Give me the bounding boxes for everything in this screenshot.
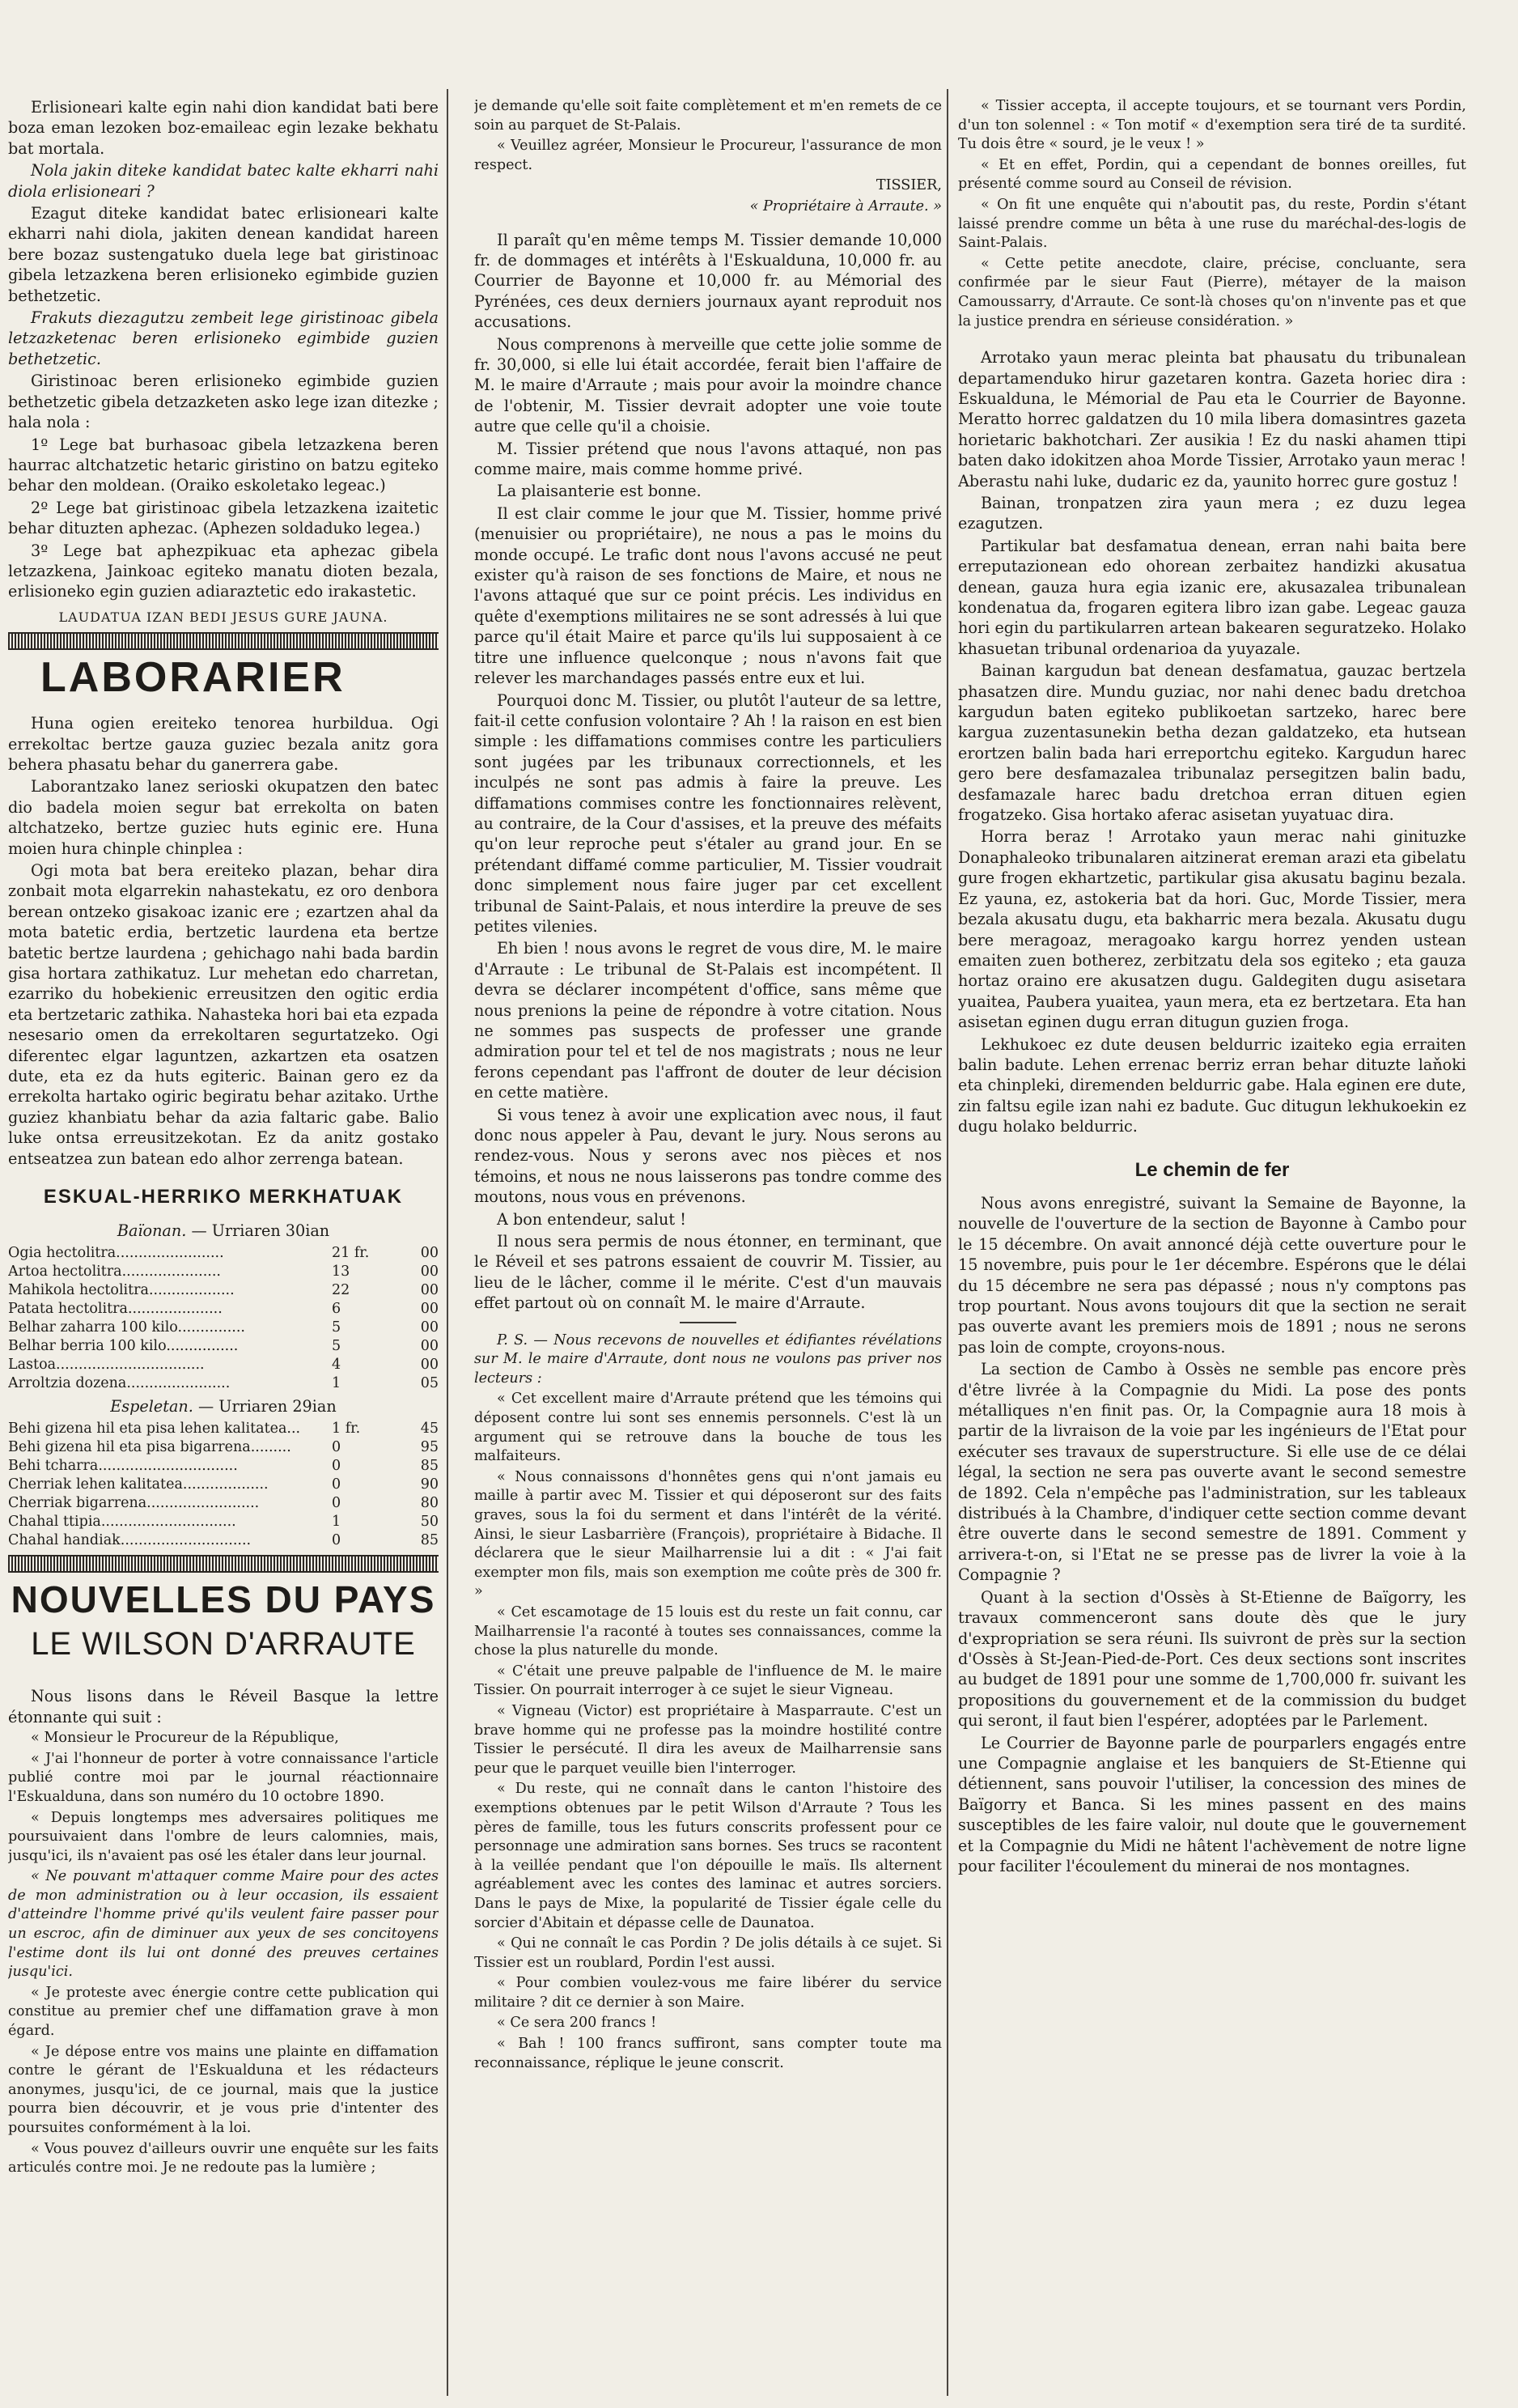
paragraph: Nola jakin diteke kandidat batec kalte ekharri nahi diola erlisioneari ? bbox=[8, 161, 439, 201]
spacer bbox=[958, 333, 1466, 347]
market-item: Behi gizena hil eta pisa bigarrena......... bbox=[8, 1439, 291, 1456]
market-cents: 05 bbox=[420, 1374, 439, 1391]
market-row bbox=[8, 1513, 439, 1531]
market-price: 6 bbox=[332, 1300, 341, 1317]
market-cents: 85 bbox=[420, 1458, 439, 1475]
paragraph: 1º Lege bat burhasoac gibela letzazkena beren haurrac altchatzetic hetaric giristino on batzu egiteko behar den moldean. (Oraiko eskoletako legeac.) bbox=[8, 435, 439, 495]
paragraph: Laborantzako lanez serioski okupatzen den batec dio badela moien segur bat errekolta on baten altchatzeko, bertze guziec huts eginic ere. Huna moien hura chinple chinplea : bbox=[8, 777, 439, 858]
market-item: Chahal ttipia.............................. bbox=[8, 1514, 236, 1531]
market-table-bayonne bbox=[8, 1221, 439, 1393]
spacer bbox=[474, 219, 942, 230]
paragraph: P. S. — Nous recevons de nouvelles et édifiantes révélations sur M. le maire d'Arraute, dont nous ne voulons pas priver nos lecteurs : bbox=[474, 1331, 942, 1387]
paragraph: « Vigneau (Victor) est propriétaire à Masparraute. C'est un brave homme qui ne professe pas la moindre hostilité contre Tissier le persécuté. Il dira les aveux de Mailharrensie sans peur que le parquet veuille bien l'interroger. bbox=[474, 1702, 942, 1777]
ornamental-banner bbox=[8, 1555, 439, 1573]
editorial-response bbox=[474, 230, 942, 1314]
paragraph: Nous avons enregistré, suivant la Semaine de Bayonne, la nouvelle de l'ouverture de la section de Bayonne à Cambo pour le 15 décembre. On avait annoncé déjà cette ouverture pour le 15 novembre, puis pour le 1er décembre. Espérons que le délai du 15 décembre ne sera pas dépassé ; nous n'y comptons pas trop pourtant. Nous avons toujours dit que la section ne serait pas ouverte avant les premiers mois de 1891 ; nous ne serons pas loin de compte, croyons-nous. bbox=[958, 1193, 1466, 1357]
market-subheading bbox=[8, 1396, 439, 1416]
market-row bbox=[8, 1374, 439, 1393]
paragraph: Le Courrier de Bayonne parle de pourparlers engagés entre une Compagnie anglaise et les banquiers de St-Etienne qui détiennent, sans pouvoir l'utiliser, la concession des mines de Baïgorry et Banca. Si les mines passent en des mains susceptibles de les faire valoir, nul doute que le gouvernement et la Compagnie du Midi ne hâtent l'achèvement de notre ligne pour faciliter l'écoulement du minerai de nos montagnes. bbox=[958, 1733, 1466, 1875]
laborarier-section bbox=[8, 713, 439, 1169]
market-cents: 00 bbox=[420, 1263, 439, 1280]
chemin-de-fer-section bbox=[958, 1193, 1466, 1876]
paragraph: Bainan, tronpatzen zira yaun mera ; ez duzu legea ezagutzen. bbox=[958, 493, 1466, 533]
market-cents: 45 bbox=[420, 1421, 439, 1438]
tissier-letter-end bbox=[474, 97, 942, 217]
market-cents: 90 bbox=[420, 1476, 439, 1493]
market-cents: 00 bbox=[420, 1337, 439, 1354]
wilson-heading: LE WILSON D'ARRAUTE bbox=[31, 1626, 416, 1663]
paragraph: Pourquoi donc M. Tissier, ou plutôt l'auteur de sa lettre, fait-il cette confusion volontaire ? Ah ! la raison en est bien simple : les diffamations commises contre les particuliers sont jugées par les tribunaux correctionnels, et les inculpés ne sont pas admis à faire la preuve. Les diffamations commises contre les fonctionnaires relèvent, au contraire, de la Cour d'assises, et la preuve des méfaits qu'on leur reproche peut s'étaler au grand jour. En se prétendant diffamé comme particulier, M. Tissier voudrait donc simplement nous faire juger par cet excellent tribunal de Saint-Palais, et nous interdire la preuve de ses petites vilenies. bbox=[474, 690, 942, 936]
market-price: 21 fr. bbox=[332, 1244, 370, 1261]
market-table-espelette bbox=[8, 1396, 439, 1550]
paragraph: « Qui ne connaît le cas Pordin ? De jolis détails à ce sujet. Si Tissier est un roublard, Pordin l'est aussi. bbox=[474, 1935, 942, 1971]
column-left bbox=[8, 97, 439, 2388]
market-item: Belhar berria 100 kilo................ bbox=[8, 1337, 239, 1354]
paragraph: La section de Cambo à Ossès ne semble pas encore près d'être livrée à la Compagnie du Midi. La pose des ponts métalliques n'en finit pas. Or, la Compagnie aura 18 mois à partir de la livraison de la voie par les ingénieurs de l'Etat pour exécuter ses travaux de superstructure. Si elle use de ce délai légal, la section ne sera pas ouverte avant le second semestre de 1892. Cela n'empêche pas l'administration, sur les tableaux distribués à la Chambre, d'indiquer cette section comme devant être ouverte dans le second semestre de 1891. Comment y arrivera-t-on, si l'Etat ne se presse pas de livrer la voie à la Compagnie ? bbox=[958, 1360, 1466, 1585]
paragraph: Horra beraz ! Arrotako yaun merac nahi ginituzke Donaphaleoko tribunalaren aitzinerat ereman arazi eta gibelatu gure frogen ekhartzetic, partikular gisa akusatu baginu bezala. Ez yauna, ez, astokeria bat da hori. Guc, Morde Tissier, mera bezala akusatu dugu, eta bakharric mera bezala. Akusatu dugu bere meragoaz, meragoako kargu horrez yenden ustean emaiten zuen botherez, zerbitzatu dela sos egiteko ; eta gauza hortaz oraino ere akusatzen dugu. Galdegiten dugu asisetara yuaitea, Paubera yuaitea, yaun mera, eta ez bertzetara. Eta han asisetan eginen dugu erran ditugun guzien froga. bbox=[958, 827, 1466, 1032]
market-price: 1 bbox=[332, 1374, 341, 1391]
market-price: 0 bbox=[332, 1458, 341, 1475]
paragraph: Huna ogien ereiteko tenorea hurbildua. Ogi errekoltac bertze gauza guziec bezala anitz gora behera phasatu behar du ganerrera gabe. bbox=[8, 714, 439, 774]
market-item: Chahal handiak............................. bbox=[8, 1532, 252, 1549]
paragraph: « Je proteste avec énergie contre cette publication qui constitue au premier chef une diffamation grave à mon égard. bbox=[8, 1984, 439, 2040]
column-rule-right bbox=[947, 89, 948, 2396]
market-item: Cherriak bigarrena......................... bbox=[8, 1495, 260, 1512]
paragraph: Nous comprenons à merveille que cette jolie somme de fr. 30,000, si elle lui était accordée, ferait bien l'affaire de M. le maire d'Arraute ; mais pour avoir la moindre chance de l'obtenir, M. Tissier devrait adopter une voie toute autre que celle qu'il a choisie. bbox=[474, 334, 942, 436]
paragraph: « Tissier accepta, il accepte toujours, et se tournant vers Pordin, d'un ton solennel : « Ton motif « d'exemption sera tiré de ta surdité. Tu dois être « sourd, je le veux ! » bbox=[958, 98, 1466, 153]
market-rows bbox=[8, 1244, 439, 1393]
basque-catechism-section bbox=[8, 97, 439, 627]
letter-signer: TISSIER, bbox=[876, 177, 942, 194]
paragraph: Quant à la section d'Ossès à St-Etienne de Baïgorry, les travaux commenceront sans doute dès que le jury d'expropriation se sera réuni. Ils suivront de près sur la section d'Ossès à St-Jean-Pied-de-Port. Ces deux sections sont inscrites au budget de 1891 pour une somme de 1,700,000 fr. suivant les propositions du gouvernement et de la commission du budget qui seront, il faut bien l'espérer, adoptées par le Parlement. bbox=[958, 1587, 1466, 1731]
column-rule-left bbox=[447, 89, 448, 2396]
postscript-end bbox=[958, 97, 1466, 331]
market-row bbox=[8, 1319, 439, 1337]
paragraph: « J'ai l'honneur de porter à votre connaissance l'article publié contre moi par le journal réactionnaire l'Eskualduna, dans son numéro du 10 octobre 1890. bbox=[8, 1750, 439, 1805]
paragraph: Il nous sera permis de nous étonner, en terminant, que le Réveil et ses patrons essaient de couvrir M. Tissier, au lieu de le lâcher, comme il le mérite. C'est d'un mauvais effet partout où on connaît M. le maire d'Arraute. bbox=[474, 1232, 942, 1313]
market-price: 22 bbox=[332, 1281, 350, 1298]
paragraph: Eh bien ! nous avons le regret de vous dire, M. le maire d'Arraute : Le tribunal de St-Palais est incompétent. Il devra se déclarer incompétent d'office, sans même que nous prenions la peine de répondre à votre citation. Nous ne sommes pas suspects de professer une grande admiration pour tel et tel de nos magistrats ; nous ne leur ferons cependant pas l'affront de douter de leur décision en cette matière. bbox=[474, 939, 942, 1102]
paragraph: « Ce sera 200 francs ! bbox=[497, 2015, 657, 2032]
paragraph: Si vous tenez à avoir une explication avec nous, il faut donc nous appeler à Pau, devant le jury. Nous serons au rendez-vous. Nous y serons avec nos pièces et nos témoins, et nous ne nous laisserons pas tondre comme des moutons, nous vous en prévenons. bbox=[474, 1105, 942, 1207]
market-price: 5 bbox=[332, 1337, 341, 1354]
paragraph: Giristinoac beren erlisioneko egimbide guzien bethetzetic gibela detzazketen asko lege izan ditezke ; hala nola : bbox=[8, 372, 439, 432]
market-row bbox=[8, 1457, 439, 1476]
paragraph: Ezagut diteke kandidat batec erlisioneari kalte ekharri nahi diola, jakiten denean kandidat hareen bere bozaz sustengatuko duela lege bat giristinoac gibela letzazkena beren erlisioneko egimbide guzien bethetzetic. bbox=[8, 204, 439, 305]
ornamental-banner bbox=[8, 632, 439, 650]
paragraph: Ogi mota bat bera ereiteko plazan, behar dira zonbait mota elgarrekin nahastekatu, ez oro denbora berean ontzeko gisakoac izanic ere ; ezartzen ahal da mota batetic erdia, bertzetic laurdena eta bertze batetic bertze laurdena ; gehichago nahi bada bardin gisa hortara zathikatuz. Lur mehetan edo charretan, ezarriko du hobekienic erreusitzen den ogitic erdia eta bertzetaric zathika. Nahasteka hori bai eta ezpada nesesario omen da errekoltaren segurtatzeko. Ogi diferentec elgar laguntzen, azkartzen eta osatzen dute, eta ez da huts egiteric. Bainan gero ez da errekolta hartako ogiric begiratu behar azitako. Urthe guziez khanbiatu behar da azia faltaric gabe. Balio luke ontsa erreusitzekotan. Ez da anitz gostako entseatzea zun batean edo alhor zerrenga batean. bbox=[8, 861, 439, 1168]
market-cents: 80 bbox=[420, 1495, 439, 1512]
market-heading: ESKUAL-HERRIKO MERKHATUAK bbox=[43, 1186, 404, 1208]
paragraph: « Cette petite anecdote, claire, précise, concluante, sera confirmée par le sieur Faut (Pierre), métayer de la maison Camoussarry, d'Arraute. Ce sont-là choses qu'on n'invente pas et que la justice prendra en sérieuse considération. » bbox=[958, 255, 1466, 329]
market-row bbox=[8, 1300, 439, 1319]
market-row bbox=[8, 1438, 439, 1457]
letter-signer-role: « Propriétaire à Arraute. » bbox=[749, 197, 942, 214]
market-place: Baïonan. bbox=[117, 1221, 187, 1240]
divider bbox=[680, 1322, 736, 1323]
market-item: Patata hectolitra..................... bbox=[8, 1300, 223, 1317]
market-price: 5 bbox=[332, 1319, 341, 1336]
paragraph: Partikular bat desfamatua denean, erran nahi baita bere erreputazionean edo ohorean zerbaitez handizki akusatua denean, gauza hura egia izanic ere, akusazalea tribunalean kondenatua da, frogaren egitera libro izan gabe. Legeac gauza hori egin du partikularren artean bakearen seguratzeko. Holako khasuetan tribunal ordenarioa da yuyazale. bbox=[958, 536, 1466, 658]
tissier-letter bbox=[8, 1729, 439, 2178]
market-row bbox=[8, 1420, 439, 1438]
paragraph: Lekhukoec ez dute deusen beldurric izaiteko egia erraiten balin badute. Lehen errenac berriz erran behar dituzte laňoki eta chinpleki, diremenden beldurric gabe. Hala eginen ere dute, zin faltsu egile izan nahi ez badute. Guc ditugun lekhukoekin ez dugu holako beldurric. bbox=[958, 1034, 1466, 1136]
market-cents: 00 bbox=[420, 1319, 439, 1336]
market-row bbox=[8, 1356, 439, 1374]
paragraph: Il est clair comme le jour que M. Tissier, homme privé (menuisier ou propriétaire), ne nous a pas le moins du monde occupé. Le trafic dont nous l'avons accusé ne peut exister qu'à raison de ses fonctions de Maire, et nous ne l'avons attaqué que sur ce point précis. Les individus en quête d'exemptions militaires ne se sont adressés à lui que parce qu'il était Maire et parce qu'ils lui supposaient à ce titre une influence quelconque ; nous n'avons fait que relever les marchandages passés entre eux et lui. bbox=[474, 503, 942, 688]
market-rows bbox=[8, 1420, 439, 1550]
nouvelles-heading: NOUVELLES DU PAYS bbox=[11, 1578, 436, 1621]
paragraph: 2º Lege bat giristinoac gibela letzazkena izaitetic behar dituzten aphezac. (Aphezen soldaduko legea.) bbox=[8, 498, 439, 538]
market-row bbox=[8, 1531, 439, 1550]
market-price: 1 fr. bbox=[332, 1421, 361, 1438]
paragraph: « Bah ! 100 francs suffiront, sans compter toute ma reconnaissance, réplique le jeune conscrit. bbox=[474, 2036, 942, 2071]
paragraph: « On fit une enquête qui n'aboutit pas, du reste, Pordin s'étant laissé prendre comme un bêta à une ruse du maréchal-des-logis de Saint-Palais. bbox=[958, 196, 1466, 252]
paragraph: « Pour combien voulez-vous me faire libérer du service militaire ? dit ce dernier à son Maire. bbox=[474, 1975, 942, 2011]
paragraph: Nous lisons dans le Réveil Basque la lettre étonnante qui suit : bbox=[8, 1687, 439, 1726]
paragraph: Arrotako yaun merac pleinta bat phausatu du tribunalean departamenduko hirur gazetaren kontra. Gazeta horiec dira : Eskualduna, le Mémorial de Pau eta le Courrier de Bayonne. Meratto horrec galdatzen du 10 mila libera domasintres gazeta horietaric bakhotchari. Zer ausikia ! Ez du naski ahamen ttipi baten dako idokitzen ahoa Morde Tissier, Arrotako yaun merac ! Aberastu nahi luke, dudaric ez da, yaunito horrec gure gostuz ! bbox=[958, 348, 1466, 491]
market-row bbox=[8, 1337, 439, 1356]
paragraph: « Veuillez agréer, Monsieur le Procureur, l'assurance de mon respect. bbox=[474, 138, 942, 173]
market-cents: 85 bbox=[420, 1532, 439, 1549]
market-item: Arroltzia dozena....................... bbox=[8, 1374, 231, 1391]
market-price: 0 bbox=[332, 1495, 341, 1512]
paragraph: « Ne pouvant m'attaquer comme Maire pour des actes de mon administration ou à leur occasion, ils essaient d'atteindre l'homme privé qu'ils veulent faire passer pour un escroc, afin de diminuer aux yeux de ses concitoyens l'estime dont ils lui ont donné des preuves certaines jusqu'ici. bbox=[8, 1868, 439, 1981]
column-right bbox=[958, 97, 1466, 2388]
paragraph: « Depuis longtemps mes adversaires politiques me poursuivaient dans l'ombre de leurs calomnies, mais, jusqu'ici, ils n'avaient pas osé les étaler dans leur journal. bbox=[8, 1809, 439, 1864]
market-item: Cherriak lehen kalitatea................... bbox=[8, 1476, 269, 1493]
paragraph: Bainan kargudun bat denean desfamatua, gauzac bertzela phasatzen dire. Mundu guziac, nor nahi denec badu dretchoa kargudun baten egiteko publikoetan sartzeko, harec bere kargua zuzentasunekin betha dezan galdatzeko, eta hutsean erortzen balin bada hari erreportchu egiteko. Kargudun harec gero bere desfamazalea tribunalaz persegitzen balin badu, desfamazale harec badu dretchoa erran dituen egien frogatzeko. Gisa hortako aferac asisetan yuyatuac dira. bbox=[958, 661, 1466, 825]
market-cents: 95 bbox=[420, 1439, 439, 1456]
market-cents: 00 bbox=[420, 1281, 439, 1298]
paragraph: « Du reste, qui ne connaît dans le canton l'histoire des exemptions obtenues par le petit Wilson d'Arraute ? Tous les pères de famille, tous les futurs conscrits professent pour ce personnage une admiration sans bornes. Ses trucs se racontent à la veillée pendant que l'on dépouille le maïs. Ils alternent agréablement avec les contes des laminac et autres sorciers. Dans le pays de Mixe, la popularité de Tissier égale celle du sorcier d'Abitain et dépasse celle de Daunatoa. bbox=[474, 1781, 942, 1931]
market-date: — Urriaren 29ian bbox=[197, 1396, 337, 1416]
paragraph: Frakuts diezagutzu zembeit lege giristinoac gibela letzazketenac beren erlisioneko egimbide guzien bethetzetic. bbox=[8, 308, 439, 368]
market-row bbox=[8, 1244, 439, 1263]
market-subheading bbox=[8, 1221, 439, 1241]
market-item: Behi tcharra............................... bbox=[8, 1458, 238, 1475]
market-date: — Urriaren 30ian bbox=[191, 1221, 330, 1240]
paragraph: 3º Lege bat aphezpikuac eta aphezac gibela letzazkena, Jainkoac egiteko manatu dioten bezala, erlisioneko egin guzien adiaraztetic edo irakastetic. bbox=[8, 541, 439, 601]
chemin-de-fer-heading: Le chemin de fer bbox=[1134, 1158, 1290, 1181]
paragraph: Il paraît qu'en même temps M. Tissier demande 10,000 fr. de dommages et intérêts à l'Eskualduna, 10,000 fr. au Courrier de Bayonne et 10,000 fr. au Mémorial des Pyrénées, ces deux derniers journaux ayant reproduit nos accusations. bbox=[474, 230, 942, 332]
paragraph: « Et en effet, Pordin, qui a cependant de bonnes oreilles, fut présenté comme sourd au Conseil de révision. bbox=[958, 156, 1466, 193]
market-place: Espeletan. bbox=[110, 1396, 193, 1416]
paragraph: « Je dépose entre vos mains une plainte en diffamation contre le gérant de l'Eskualduna et les rédacteurs anonymes, jusqu'ici, de ce journal, mais que la justice pourra bien découvrir, et je vous prie d'intenter des poursuites conformément à la loi. bbox=[8, 2043, 439, 2136]
paragraph: « Cet escamotage de 15 louis est du reste un fait connu, car Mailharrensie l'a raconté à toutes ses connaissances, comme la chose la plus naturelle du monde. bbox=[474, 1604, 942, 1659]
market-price: 0 bbox=[332, 1476, 341, 1493]
market-price: 4 bbox=[332, 1356, 341, 1373]
market-item: Lastoa................................. bbox=[8, 1356, 205, 1373]
paragraph: A bon entendeur, salut ! bbox=[497, 1209, 686, 1229]
market-cents: 00 bbox=[420, 1244, 439, 1261]
market-row bbox=[8, 1263, 439, 1281]
basque-response bbox=[958, 347, 1466, 1136]
market-item: Artoa hectolitra...................... bbox=[8, 1263, 221, 1280]
market-item: Ogia hectolitra........................ bbox=[8, 1244, 224, 1261]
market-price: 1 bbox=[332, 1514, 341, 1531]
postscript bbox=[474, 1331, 942, 2074]
market-item: Belhar zaharra 100 kilo............... bbox=[8, 1319, 245, 1336]
paragraph: « Nous connaissons d'honnêtes gens qui n'ont jamais eu maille à partir avec M. Tissier et qui déposeront sur des faits graves, sous la foi du serment et dans l'intérêt de la vérité. Ainsi, le sieur Lasbarrière (François), propriétaire à Bidache. Il déclarera que le sieur Mailharrensie lui a dit : « J'ai fait exempter mon fils, mais son exemption me coûte près de 300 fr. » bbox=[474, 1468, 942, 1600]
paragraph: M. Tissier prétend que nous l'avons attaqué, non pas comme maire, mais comme homme privé. bbox=[474, 439, 942, 479]
market-cents: 00 bbox=[420, 1356, 439, 1373]
column-middle bbox=[474, 97, 942, 2388]
paragraph: Erlisioneari kalte egin nahi dion kandidat bati bere boza eman lezoken boz-emaileac egin lezake bekhatu bat mortala. bbox=[8, 98, 439, 158]
paragraph: « C'était une preuve palpable de l'influence de M. le maire Tissier. On pourrait interroger à ce sujet le sieur Vigneau. bbox=[474, 1663, 942, 1699]
market-cents: 00 bbox=[420, 1300, 439, 1317]
paragraph: je demande qu'elle soit faite complètement et m'en remets de ce soin au parquet de St-Palais. bbox=[474, 98, 942, 134]
market-row bbox=[8, 1476, 439, 1494]
market-price: 0 bbox=[332, 1439, 341, 1456]
market-price: 0 bbox=[332, 1532, 341, 1549]
paragraph: « Monsieur le Procureur de la République, bbox=[31, 1730, 339, 1747]
paragraph: La plaisanterie est bonne. bbox=[497, 482, 702, 501]
paragraph: « Vous pouvez d'ailleurs ouvrir une enquête sur les faits articulés contre moi. Je ne redoute pas la lumière ; bbox=[8, 2140, 439, 2177]
market-row bbox=[8, 1494, 439, 1513]
laborarier-heading: LABORARIER bbox=[40, 654, 346, 702]
market-item: Behi gizena hil eta pisa lehen kalitatea... bbox=[8, 1421, 301, 1438]
market-row bbox=[8, 1281, 439, 1300]
market-price: 13 bbox=[332, 1263, 350, 1280]
signoff: LAUDATUA IZAN BEDI JESUS GURE JAUNA. bbox=[58, 609, 388, 625]
paragraph: « Cet excellent maire d'Arraute prétend que les témoins qui déposent contre lui sont ses ennemis personnels. C'est là un argument qui se retrouve dans la bouche de tous les malfaiteurs. bbox=[474, 1391, 942, 1465]
market-item: Mahikola hectolitra................... bbox=[8, 1281, 235, 1298]
market-cents: 50 bbox=[420, 1514, 439, 1531]
